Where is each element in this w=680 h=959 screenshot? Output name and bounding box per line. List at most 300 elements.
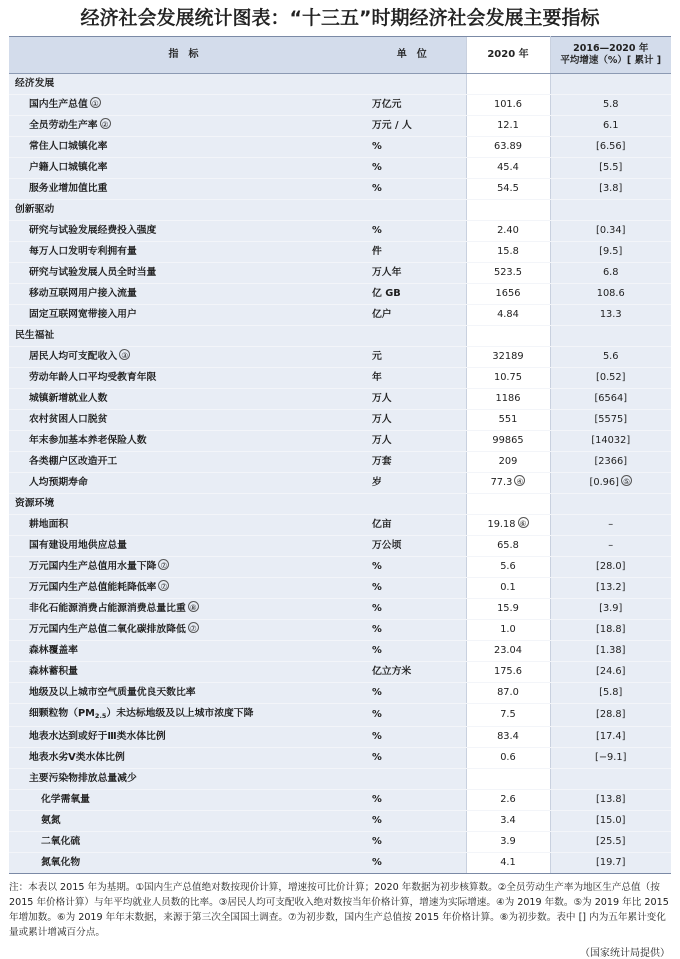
table-row <box>9 662 671 683</box>
average-growth-value: [28.8] <box>596 709 626 720</box>
indicator-name <box>9 727 358 748</box>
value-2020-cell <box>466 410 550 431</box>
average-growth-cell <box>550 683 671 704</box>
table-row <box>9 179 671 200</box>
value-2020: 523.5 <box>493 267 523 278</box>
indicator-name <box>9 769 358 790</box>
average-growth-value: 108.6 <box>596 288 625 299</box>
value-2020-cell <box>466 137 550 158</box>
value-2020-cell <box>466 683 550 704</box>
indicator-name <box>9 410 358 431</box>
section-row <box>9 326 671 347</box>
indicator-name <box>9 116 358 137</box>
indicator-name <box>9 641 358 662</box>
value-2020-cell <box>466 727 550 748</box>
indicator-name <box>9 683 358 704</box>
indicator-name <box>9 473 358 494</box>
unit-cell: % <box>358 641 466 662</box>
indicator-name <box>9 242 358 263</box>
indicator-label: 地级及以上城市空气质量优良天数比率 <box>29 687 196 698</box>
table-row <box>9 305 671 326</box>
average-growth-value: [19.7] <box>596 857 626 868</box>
average-growth-value: [0.34] <box>596 225 626 236</box>
average-growth-value: [18.8] <box>596 624 626 635</box>
indicator-name <box>9 263 358 284</box>
section-title <box>9 200 358 221</box>
average-growth-cell <box>550 662 671 683</box>
table-row <box>9 116 671 137</box>
indicator-label: 每万人口发明专利拥有量 <box>29 246 137 257</box>
unit-cell <box>358 74 466 95</box>
indicator-name <box>9 137 358 158</box>
average-growth-cell <box>550 368 671 389</box>
table-row <box>9 515 671 536</box>
average-growth-value: 6.8 <box>602 267 619 278</box>
value-2020: 45.4 <box>497 162 519 173</box>
value-2020-cell <box>466 536 550 557</box>
value-2020: 83.4 <box>497 731 519 742</box>
average-growth-cell <box>550 431 671 452</box>
value-2020: 3.9 <box>500 836 516 847</box>
average-growth-value: [−9.1] <box>595 752 627 763</box>
average-growth-cell <box>550 727 671 748</box>
value-2020-cell <box>466 452 550 473</box>
average-growth-cell <box>550 410 671 431</box>
value-2020-cell <box>466 95 550 116</box>
footnote-marker: ⑤ <box>621 475 632 486</box>
average-growth-value: 13.3 <box>599 309 622 320</box>
average-growth-value: [25.5] <box>596 836 626 847</box>
table-row <box>9 811 671 832</box>
table-row <box>9 263 671 284</box>
value-2020-cell <box>466 326 550 347</box>
footnote-marker: ④ <box>514 475 525 486</box>
header-2020: 2020 年 <box>466 37 550 74</box>
indicator-label: 服务业增加值比重 <box>29 183 108 194</box>
indicator-label: 地表水劣Ⅴ类水体比例 <box>29 752 125 763</box>
indicator-label: 主要污染物排放总量减少 <box>29 773 137 784</box>
value-2020: 2.40 <box>497 225 519 236</box>
table-row <box>9 704 671 727</box>
value-2020-cell <box>466 305 550 326</box>
table-row <box>9 790 671 811</box>
value-2020-cell <box>466 599 550 620</box>
indicator-name <box>9 790 358 811</box>
indicator-label: 固定互联网宽带接入用户 <box>29 309 137 320</box>
value-2020-cell <box>466 74 550 95</box>
average-growth-value: [1.38] <box>596 645 626 656</box>
table-row <box>9 158 671 179</box>
average-growth-cell <box>550 769 671 790</box>
table-row <box>9 221 671 242</box>
table-row <box>9 641 671 662</box>
indicator-name <box>9 748 358 769</box>
value-2020-cell <box>466 221 550 242</box>
average-growth-cell <box>550 137 671 158</box>
indicator-name <box>9 305 358 326</box>
average-growth-cell <box>550 578 671 599</box>
indicator-label: 城镇新增就业人数 <box>29 393 108 404</box>
table-row <box>9 832 671 853</box>
value-2020: 0.1 <box>500 582 516 593</box>
value-2020-cell <box>466 662 550 683</box>
footnote-marker: ⑥ <box>518 517 529 528</box>
average-growth-value: [0.96] <box>589 477 619 488</box>
unit-cell: % <box>358 137 466 158</box>
value-2020: 12.1 <box>497 120 519 131</box>
unit-cell: % <box>358 599 466 620</box>
unit-cell: % <box>358 578 466 599</box>
indicator-table <box>9 36 671 874</box>
indicator-name <box>9 515 358 536</box>
value-2020-cell <box>466 368 550 389</box>
indicator-label: 非化石能源消费占能源消费总量比重 <box>29 603 186 614</box>
indicator-label: 年末参加基本养老保险人数 <box>29 435 147 446</box>
header-average-label: 平均增速（%）[ 累计 ] <box>560 55 662 66</box>
average-growth-cell <box>550 158 671 179</box>
value-2020: 10.75 <box>493 372 523 383</box>
value-2020-cell <box>466 347 550 368</box>
average-growth-value: [6564] <box>594 393 628 404</box>
source-credit: （国家统计局提供） <box>580 948 670 959</box>
table-row <box>9 769 671 790</box>
value-2020-cell <box>466 179 550 200</box>
average-growth-cell <box>550 326 671 347</box>
value-2020: 5.6 <box>500 561 516 572</box>
unit-cell <box>358 200 466 221</box>
section-title <box>9 326 358 347</box>
indicator-label: 创新驱动 <box>15 204 55 215</box>
indicator-label: 二氧化硫 <box>41 836 81 847</box>
value-2020-cell <box>466 769 550 790</box>
section-title <box>9 74 358 95</box>
unit-cell: 亿亩 <box>358 515 466 536</box>
table-row <box>9 431 671 452</box>
average-growth-cell <box>550 494 671 515</box>
average-growth-value: [5575] <box>594 414 628 425</box>
value-2020-cell <box>466 853 550 874</box>
average-growth-cell <box>550 116 671 137</box>
section-title <box>9 494 358 515</box>
indicator-label: 氨氮 <box>41 815 61 826</box>
average-growth-value: [9.5] <box>599 246 623 257</box>
header-indicator: 指 标 <box>9 37 358 74</box>
footnote-marker: ⑦ <box>158 559 169 570</box>
unit-cell: % <box>358 620 466 641</box>
section-row <box>9 200 671 221</box>
table-row <box>9 137 671 158</box>
value-2020-cell <box>466 811 550 832</box>
indicator-label: 移动互联网用户接入流量 <box>29 288 137 299</box>
indicator-label: 全员劳动生产率 <box>29 120 98 131</box>
average-growth-value: [3.9] <box>599 603 623 614</box>
indicator-label: 研究与试验发展经费投入强度 <box>29 225 157 236</box>
value-2020-cell <box>466 494 550 515</box>
value-2020-cell <box>466 641 550 662</box>
indicator-label-tail: ）未达标地级及以上城市浓度下降 <box>106 708 254 719</box>
header-average-period: 2016—2020 年 <box>573 43 649 54</box>
table-row <box>9 284 671 305</box>
unit-cell: % <box>358 790 466 811</box>
average-growth-cell <box>550 221 671 242</box>
unit-cell: 万人 <box>358 410 466 431</box>
average-growth-cell <box>550 263 671 284</box>
indicator-label: 化学需氧量 <box>41 794 90 805</box>
value-2020-cell <box>466 473 550 494</box>
table-row <box>9 599 671 620</box>
average-growth-cell <box>550 832 671 853</box>
value-2020: 63.89 <box>493 141 523 152</box>
table-row <box>9 853 671 874</box>
value-2020-cell <box>466 790 550 811</box>
indicator-name <box>9 557 358 578</box>
average-growth-value: [2366] <box>594 456 628 467</box>
value-2020-cell <box>466 116 550 137</box>
table-row <box>9 557 671 578</box>
value-2020-cell <box>466 284 550 305</box>
indicator-label: 万元国内生产总值能耗降低率 <box>29 582 157 593</box>
indicator-label: 森林覆盖率 <box>29 645 78 656</box>
average-growth-value: [6.56] <box>596 141 626 152</box>
indicator-label: 万元国内生产总值用水量下降 <box>29 561 157 572</box>
indicator-name <box>9 158 358 179</box>
indicator-name <box>9 221 358 242</box>
unit-cell <box>358 326 466 347</box>
section-row <box>9 494 671 515</box>
value-2020: 2.6 <box>500 794 516 805</box>
value-2020: 15.9 <box>497 603 519 614</box>
value-2020: 4.84 <box>497 309 519 320</box>
unit-cell: % <box>358 748 466 769</box>
indicator-name <box>9 536 358 557</box>
average-growth-cell <box>550 748 671 769</box>
value-2020: 101.6 <box>493 99 523 110</box>
indicator-label: 常住人口城镇化率 <box>29 141 108 152</box>
indicator-label: 细颗粒物（PM <box>29 708 95 719</box>
indicator-name <box>9 368 358 389</box>
value-2020: 65.8 <box>497 540 519 551</box>
unit-cell: 万人 <box>358 431 466 452</box>
average-growth-value: – <box>608 519 614 530</box>
unit-cell: % <box>358 221 466 242</box>
table-row <box>9 748 671 769</box>
average-growth-cell <box>550 389 671 410</box>
footnote-marker: ③ <box>119 349 130 360</box>
value-2020-cell <box>466 242 550 263</box>
table-header <box>9 37 671 74</box>
indicator-name <box>9 811 358 832</box>
unit-cell: 万套 <box>358 452 466 473</box>
unit-cell: 件 <box>358 242 466 263</box>
table-row <box>9 578 671 599</box>
table-row <box>9 368 671 389</box>
average-growth-cell <box>550 452 671 473</box>
unit-cell: % <box>358 683 466 704</box>
value-2020-cell <box>466 704 550 727</box>
header-unit: 单 位 <box>358 37 466 74</box>
unit-cell: 亿户 <box>358 305 466 326</box>
unit-cell: 亿立方米 <box>358 662 466 683</box>
average-growth-cell <box>550 515 671 536</box>
average-growth-cell <box>550 179 671 200</box>
indicator-label: 研究与试验发展人员全时当量 <box>29 267 157 278</box>
indicator-name <box>9 347 358 368</box>
unit-cell: 万亿元 <box>358 95 466 116</box>
average-growth-value: [5.5] <box>599 162 623 173</box>
indicator-label: 国有建设用地供应总量 <box>29 540 127 551</box>
average-growth-value: [15.0] <box>596 815 626 826</box>
indicator-name <box>9 95 358 116</box>
indicator-name <box>9 284 358 305</box>
footnote-marker: ① <box>90 97 101 108</box>
unit-cell <box>358 769 466 790</box>
average-growth-cell <box>550 74 671 95</box>
average-growth-cell <box>550 242 671 263</box>
average-growth-cell <box>550 641 671 662</box>
indicator-name <box>9 704 358 727</box>
average-growth-cell <box>550 473 671 494</box>
subscript: 2.5 <box>94 712 107 720</box>
unit-cell: % <box>358 853 466 874</box>
indicator-label: 地表水达到或好于Ⅲ类水体比例 <box>29 731 166 742</box>
page-title: 经济社会发展统计图表：“十三五”时期经济社会发展主要指标 <box>80 7 600 29</box>
unit-cell: % <box>358 727 466 748</box>
indicator-label: 农村贫困人口脱贫 <box>29 414 108 425</box>
indicator-name <box>9 179 358 200</box>
indicator-label: 资源环境 <box>15 498 55 509</box>
indicator-label: 万元国内生产总值二氧化碳排放降低 <box>29 624 186 635</box>
unit-cell: 年 <box>358 368 466 389</box>
average-growth-cell <box>550 853 671 874</box>
indicator-label: 国内生产总值 <box>29 99 88 110</box>
footnote-marker: ⑧ <box>188 601 199 612</box>
indicator-name <box>9 853 358 874</box>
value-2020: 4.1 <box>500 857 516 868</box>
value-2020-cell <box>466 832 550 853</box>
unit-cell: % <box>358 179 466 200</box>
value-2020-cell <box>466 389 550 410</box>
header-average-growth <box>550 37 671 74</box>
indicator-label: 氮氧化物 <box>41 857 81 868</box>
section-row <box>9 74 671 95</box>
average-growth-cell <box>550 347 671 368</box>
table-row <box>9 347 671 368</box>
average-growth-cell <box>550 790 671 811</box>
unit-cell: 元 <box>358 347 466 368</box>
value-2020-cell <box>466 515 550 536</box>
average-growth-value: [5.8] <box>599 687 623 698</box>
unit-cell: % <box>358 832 466 853</box>
value-2020: 551 <box>498 414 518 425</box>
average-growth-value: 6.1 <box>602 120 619 131</box>
table-row <box>9 683 671 704</box>
indicator-label: 户籍人口城镇化率 <box>29 162 108 173</box>
value-2020-cell <box>466 263 550 284</box>
table-row <box>9 95 671 116</box>
value-2020: 3.4 <box>500 815 516 826</box>
value-2020: 1656 <box>495 288 521 299</box>
unit-cell: 万人 <box>358 389 466 410</box>
value-2020-cell <box>466 578 550 599</box>
table-row <box>9 536 671 557</box>
indicator-label: 经济发展 <box>15 78 55 89</box>
average-growth-cell <box>550 95 671 116</box>
footnote-marker: ② <box>100 118 111 129</box>
indicator-label: 居民人均可支配收入 <box>29 351 118 362</box>
value-2020: 23.04 <box>493 645 523 656</box>
table-row <box>9 473 671 494</box>
indicator-label: 各类棚户区改造开工 <box>29 456 118 467</box>
table-row <box>9 727 671 748</box>
unit-cell: 岁 <box>358 473 466 494</box>
unit-cell: 万元 / 人 <box>358 116 466 137</box>
value-2020: 87.0 <box>497 687 519 698</box>
value-2020: 32189 <box>492 351 524 362</box>
indicator-name <box>9 620 358 641</box>
unit-cell: % <box>358 557 466 578</box>
unit-cell: 万人年 <box>358 263 466 284</box>
value-2020: 175.6 <box>493 666 523 677</box>
value-2020: 209 <box>498 456 518 467</box>
indicator-name <box>9 578 358 599</box>
value-2020: 99865 <box>492 435 524 446</box>
average-growth-value: 5.6 <box>602 351 619 362</box>
unit-cell: % <box>358 811 466 832</box>
average-growth-value: [13.8] <box>596 794 626 805</box>
average-growth-value: [3.8] <box>599 183 623 194</box>
value-2020-cell <box>466 200 550 221</box>
table-row <box>9 620 671 641</box>
footnote-marker: ⑦ <box>188 622 199 633</box>
average-growth-cell <box>550 704 671 727</box>
average-growth-cell <box>550 284 671 305</box>
value-2020-cell <box>466 431 550 452</box>
table-row <box>9 242 671 263</box>
average-growth-cell <box>550 557 671 578</box>
value-2020: 1186 <box>495 393 521 404</box>
unit-cell: % <box>358 158 466 179</box>
value-2020: 7.5 <box>500 709 516 720</box>
indicator-label: 人均预期寿命 <box>29 477 88 488</box>
average-growth-cell <box>550 536 671 557</box>
value-2020: 15.8 <box>497 246 519 257</box>
value-2020: 0.6 <box>500 752 516 763</box>
unit-cell: % <box>358 704 466 727</box>
value-2020-cell <box>466 158 550 179</box>
average-growth-value: [0.52] <box>596 372 626 383</box>
average-growth-cell <box>550 620 671 641</box>
average-growth-value: – <box>608 540 614 551</box>
average-growth-cell <box>550 811 671 832</box>
average-growth-value: [13.2] <box>596 582 626 593</box>
indicator-label: 劳动年龄人口平均受教育年限 <box>29 372 157 383</box>
value-2020-cell <box>466 557 550 578</box>
average-growth-value: [14032] <box>591 435 631 446</box>
average-growth-value: [28.0] <box>596 561 626 572</box>
value-2020: 19.18 <box>487 519 516 530</box>
table-row <box>9 389 671 410</box>
indicator-label: 森林蓄积量 <box>29 666 78 677</box>
footnote: 注：本表以 2015 年为基期。①国内生产总值绝对数按现价计算，增速按可比价计算；2020 年数据为初步核算数。②全员劳动生产率为地区生产总值（按 2015 年价格计算）与年平均就业人员数的比率。③居民人均可支配收入绝对数按当年价格计算，增速为实际增速。④为 2019 年数。⑤为 2019 年比 2015 年增加数。⑥为 2019 年年末数据，来源于第三次全国国土调查。⑦为初步数，国内生产总值按 2015 年价格计算。⑧为初步数。表中 [] 内为五年累计变化量或累计增减百分点。 <box>9 882 669 938</box>
table-row <box>9 452 671 473</box>
indicator-name <box>9 452 358 473</box>
average-growth-cell <box>550 599 671 620</box>
value-2020: 54.5 <box>497 183 519 194</box>
average-growth-value: [17.4] <box>596 731 626 742</box>
table-body <box>9 74 671 874</box>
value-2020-cell <box>466 748 550 769</box>
value-2020: 77.3 <box>490 477 513 488</box>
